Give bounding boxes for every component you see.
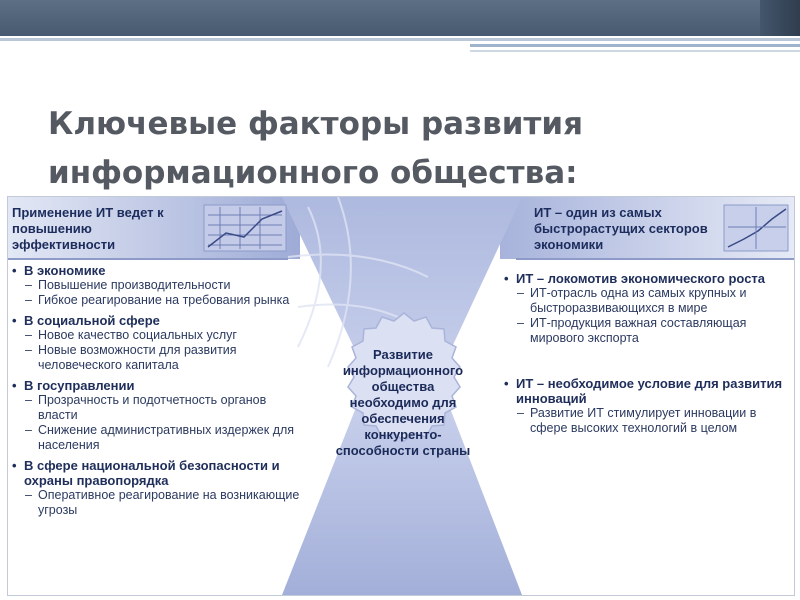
section-heading: • ИТ – необходимое условие для развития инноваций	[504, 376, 790, 406]
list-item: – Снижение административных издержек для населения	[12, 423, 304, 453]
right-factor-list	[504, 271, 790, 466]
section-heading: • В экономике	[12, 263, 304, 278]
list-item: – Повышение производительности	[12, 278, 304, 293]
list-item: – Развитие ИТ стимулирует инновации в сфере высоких технологий в целом	[504, 406, 790, 436]
right-header-text: ИТ – один из самых быстрорастущих секторов экономики	[534, 205, 708, 252]
section-heading: • В социальной сфере	[12, 313, 304, 328]
list-item: – ИТ-продукция важная составляющая мирового экспорта	[504, 316, 790, 346]
list-item: – Новые возможности для развития человеческого капитала	[12, 343, 304, 373]
factor-section	[12, 263, 304, 308]
list-item: – Прозрачность и подотчетность органов власти	[12, 393, 304, 423]
factor-section	[504, 376, 790, 436]
infographic	[7, 196, 795, 596]
accent-line	[470, 44, 800, 47]
factor-section	[12, 378, 304, 453]
center-statement: Развитие информационного общества необходимо для обеспечения конкуренто-способности страны	[335, 347, 471, 458]
list-item: – Гибкое реагирование на требования рынка	[12, 293, 304, 308]
section-heading: • В сфере национальной безопасности и охраны правопорядка	[12, 458, 304, 488]
accent-line	[0, 38, 800, 41]
factor-section	[12, 458, 304, 518]
top-decor-bar	[0, 0, 800, 36]
factor-section	[504, 271, 790, 346]
factor-section	[12, 313, 304, 373]
growth-chart-icon	[724, 205, 788, 251]
chart-thumbnail-icon	[204, 205, 286, 251]
list-item: – ИТ-отрасль одна из самых крупных и быстроразвивающихся в мире	[504, 286, 790, 316]
left-factor-list	[12, 263, 304, 523]
section-heading: • ИТ – локомотив экономического роста	[504, 271, 790, 286]
left-header-text: Применение ИТ ведет к повышению эффективности	[12, 205, 164, 252]
top-decor-bar-edge	[760, 0, 800, 36]
slide-title: Ключевые факторы развития информационного общества:	[48, 106, 584, 191]
accent-line	[470, 50, 800, 52]
section-heading: • В госуправлении	[12, 378, 304, 393]
list-item: – Оперативное реагирование на возникающие угрозы	[12, 488, 304, 518]
list-item: – Новое качество социальных услуг	[12, 328, 304, 343]
